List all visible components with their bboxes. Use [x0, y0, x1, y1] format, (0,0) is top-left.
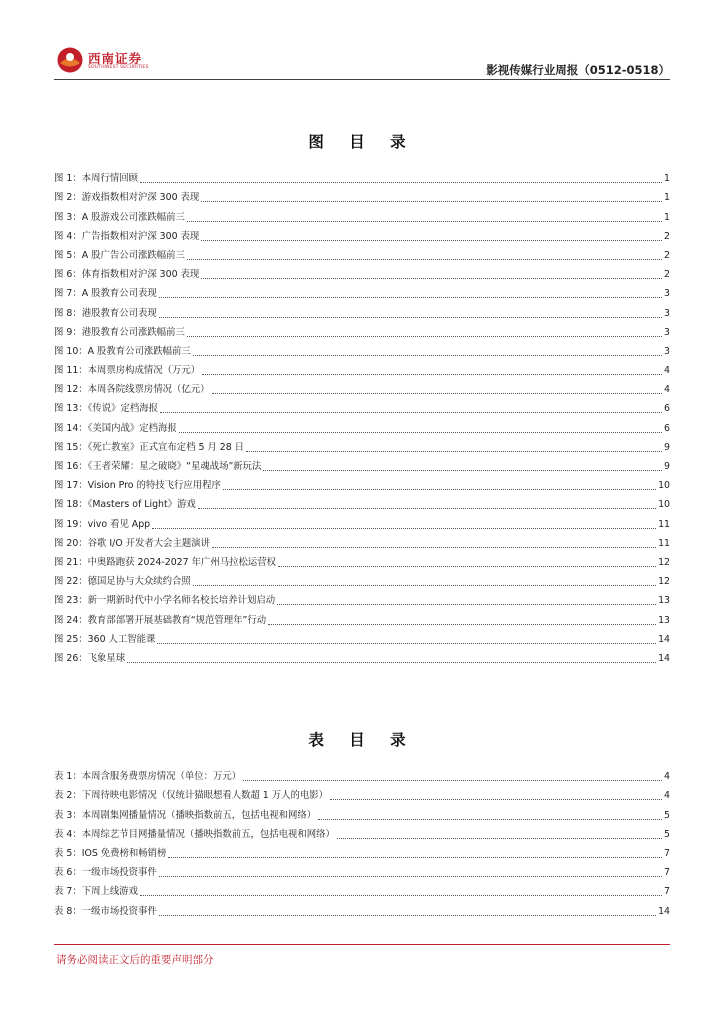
- header-divider: [54, 79, 670, 80]
- toc-entry-label: 图 18：《Masters of Light》游戏: [54, 499, 196, 511]
- toc-entry[interactable]: [54, 607, 670, 626]
- toc-entry-label: 图 21：中奥路跑获 2024-2027 年广州马拉松运营权: [54, 556, 276, 568]
- toc-entry-label: 图 19：vivo 看见 App: [54, 518, 151, 530]
- toc-dot-leader: [330, 799, 662, 800]
- toc-page-number: 2: [664, 269, 670, 281]
- toc-entry[interactable]: [54, 262, 670, 281]
- toc-page-number: 3: [664, 307, 670, 319]
- toc-page-number: 13: [658, 595, 670, 607]
- toc-entry-label: 图 26：飞象星球: [54, 652, 126, 664]
- toc-dot-leader: [202, 374, 662, 375]
- toc-entry[interactable]: [54, 822, 670, 841]
- toc-dot-leader: [243, 780, 662, 781]
- toc-page-number: 3: [664, 326, 670, 338]
- toc-entry-label: 表 6：一级市场投资事件: [54, 867, 157, 879]
- toc-entry-label: 图 23：新一期新时代中小学名师名校长培养计划启动: [54, 595, 276, 607]
- toc-entry-label: 图 15：《死亡教室》正式宣布定档 5 月 28 日: [54, 441, 245, 453]
- toc-entry-label: 图 25：360 人工智能课: [54, 633, 156, 645]
- toc-entry-label: 图 9：港股教育公司涨跌幅前三: [54, 326, 185, 338]
- toc-entry[interactable]: [54, 550, 670, 569]
- toc-entry-label: 图 10：A 股教育公司涨跌幅前三: [54, 345, 191, 357]
- toc-dot-leader: [160, 412, 662, 413]
- toc-page-number: 13: [658, 614, 670, 626]
- toc-entry[interactable]: [54, 860, 670, 879]
- toc-entry[interactable]: [54, 802, 670, 821]
- toc-entry-label: 图 20：谷歌 I/O 开发者大会主题演讲: [54, 537, 211, 549]
- toc-dot-leader: [193, 355, 662, 356]
- toc-page-number: 6: [664, 422, 670, 434]
- toc-dot-leader: [193, 585, 656, 586]
- toc-dot-leader: [187, 336, 662, 337]
- toc-page-number: 7: [664, 847, 670, 859]
- toc-dot-leader: [159, 876, 662, 877]
- toc-page-number: 1: [664, 173, 670, 185]
- toc-entry-label: 图 12：本周各院线票房情况（亿元）: [54, 384, 210, 396]
- toc-page-number: 4: [664, 771, 670, 783]
- toc-entry[interactable]: [54, 492, 670, 511]
- toc-entry-label: 表 1：本周含服务费票房情况（单位：万元）: [54, 771, 242, 783]
- toc-entry-label: 图 17：Vision Pro 的特技飞行应用程序: [54, 480, 221, 492]
- toc-dot-leader: [187, 259, 662, 260]
- toc-dot-leader: [337, 838, 662, 839]
- toc-entry[interactable]: [54, 204, 670, 223]
- footer-divider: [54, 944, 670, 945]
- toc-entry[interactable]: [54, 281, 670, 300]
- toc-entry-label: 表 7：下周上线游戏: [54, 886, 138, 898]
- toc-entry[interactable]: [54, 646, 670, 665]
- toc-entry[interactable]: [54, 764, 670, 783]
- toc-page-number: 6: [664, 403, 670, 415]
- toc-entry[interactable]: [54, 166, 670, 185]
- toc-entry-label: 图 5：A 股广告公司涨跌幅前三: [54, 249, 185, 261]
- toc-page-number: 5: [664, 828, 670, 840]
- figure-list: [54, 166, 670, 665]
- table-list-title: 表 目 录: [308, 730, 416, 749]
- toc-entry-label: 图 8：港股教育公司表现: [54, 307, 157, 319]
- toc-entry-label: 表 3：本周剧集网播量情况（播映指数前五，包括电视和网络）: [54, 809, 317, 821]
- toc-entry[interactable]: [54, 435, 670, 454]
- toc-entry-label: 图 3：A 股游戏公司涨跌幅前三: [54, 211, 185, 223]
- toc-dot-leader: [223, 489, 656, 490]
- table-list: [54, 764, 670, 918]
- disclaimer-note: 请务必阅读正文后的重要声明部分: [56, 954, 214, 966]
- toc-page-number: 14: [658, 652, 670, 664]
- toc-page-number: 4: [664, 384, 670, 396]
- toc-dot-leader: [127, 662, 656, 663]
- toc-page-number: 11: [658, 518, 670, 530]
- toc-entry-label: 表 8：一级市场投资事件: [54, 905, 157, 917]
- toc-entry-label: 图 22：德国足协与大众续约合照: [54, 576, 191, 588]
- toc-page-number: 7: [664, 867, 670, 879]
- toc-dot-leader: [263, 470, 662, 471]
- toc-entry[interactable]: [54, 377, 670, 396]
- toc-entry[interactable]: [54, 415, 670, 434]
- toc-dot-leader: [159, 317, 662, 318]
- toc-entry[interactable]: [54, 224, 670, 243]
- toc-entry[interactable]: [54, 454, 670, 473]
- toc-entry[interactable]: [54, 879, 670, 898]
- toc-entry[interactable]: [54, 783, 670, 802]
- toc-dot-leader: [201, 240, 662, 241]
- toc-dot-leader: [246, 451, 662, 452]
- toc-page-number: 1: [664, 211, 670, 223]
- toc-page-number: 9: [664, 441, 670, 453]
- toc-entry-label: 图 16：《王者荣耀：星之破晓》“星魂战场”新玩法: [54, 461, 262, 472]
- toc-dot-leader: [201, 201, 662, 202]
- toc-page-number: 4: [664, 365, 670, 377]
- toc-entry[interactable]: [54, 569, 670, 588]
- toc-entry[interactable]: [54, 243, 670, 262]
- toc-entry[interactable]: [54, 511, 670, 530]
- report-title: 影视传媒行业周报（0512-0518）: [486, 63, 670, 77]
- toc-entry-label: 图 11：本周票房构成情况（万元）: [54, 365, 201, 377]
- toc-dot-leader: [179, 432, 662, 433]
- toc-dot-leader: [318, 819, 662, 820]
- toc-entry[interactable]: [54, 841, 670, 860]
- toc-entry[interactable]: [54, 358, 670, 377]
- toc-entry-label: 图 13：《传说》定档海报: [54, 403, 158, 415]
- toc-entry[interactable]: [54, 320, 670, 339]
- toc-page-number: 10: [658, 480, 670, 492]
- toc-page-number: 10: [658, 499, 670, 511]
- toc-page-number: 3: [664, 288, 670, 300]
- logo-name-cn: 西南证券: [88, 51, 143, 66]
- toc-dot-leader: [140, 895, 662, 896]
- toc-dot-leader: [159, 297, 662, 298]
- toc-page-number: 9: [664, 461, 670, 472]
- toc-page-number: 2: [664, 249, 670, 261]
- figure-list-title: 图 目 录: [308, 132, 416, 151]
- toc-entry-label: 图 1：本周行情回顾: [54, 173, 138, 185]
- toc-entry[interactable]: [54, 300, 670, 319]
- toc-entry[interactable]: [54, 531, 670, 550]
- toc-page-number: 11: [658, 537, 670, 549]
- toc-entry-label: 表 4：本周综艺节目网播量情况（播映指数前五，包括电视和网络）: [54, 828, 335, 840]
- toc-entry[interactable]: [54, 588, 670, 607]
- toc-entry[interactable]: [54, 185, 670, 204]
- toc-dot-leader: [168, 857, 662, 858]
- toc-dot-leader: [277, 604, 656, 605]
- toc-entry-label: 图 6：体育指数相对沪深 300 表现: [54, 269, 200, 281]
- toc-page-number: 1: [664, 192, 670, 204]
- toc-dot-leader: [201, 278, 662, 279]
- toc-entry-label: 图 7：A 股教育公司表现: [54, 288, 157, 300]
- toc-dot-leader: [157, 643, 656, 644]
- toc-page-number: 3: [664, 345, 670, 357]
- logo-emblem-icon: [56, 46, 84, 74]
- toc-dot-leader: [152, 528, 656, 529]
- toc-dot-leader: [268, 624, 656, 625]
- toc-entry-label: 图 4：广告指数相对沪深 300 表现: [54, 230, 200, 242]
- toc-entry[interactable]: [54, 898, 670, 917]
- toc-entry-label: 图 14：《美国内战》定档海报: [54, 422, 177, 434]
- toc-page-number: 4: [664, 790, 670, 802]
- toc-entry[interactable]: [54, 339, 670, 358]
- toc-page-number: 7: [664, 886, 670, 898]
- toc-dot-leader: [140, 182, 662, 183]
- toc-entry-label: 表 5：IOS 免费榜和畅销榜: [54, 847, 167, 859]
- toc-page-number: 2: [664, 230, 670, 242]
- toc-entry-label: 图 2：游戏指数相对沪深 300 表现: [54, 192, 200, 204]
- toc-entry[interactable]: [54, 473, 670, 492]
- logo-name-en: SOUTHWEST SECURITIES: [88, 65, 149, 70]
- toc-page-number: 12: [658, 576, 670, 588]
- toc-page-number: 14: [658, 633, 670, 645]
- toc-dot-leader: [187, 221, 662, 222]
- toc-entry-label: 图 24：教育部部署开展基础教育“规范管理年”行动: [54, 614, 267, 626]
- toc-entry[interactable]: [54, 396, 670, 415]
- toc-dot-leader: [212, 547, 656, 548]
- toc-dot-leader: [212, 393, 662, 394]
- toc-dot-leader: [278, 566, 656, 567]
- toc-page-number: 14: [658, 905, 670, 917]
- toc-page-number: 12: [658, 556, 670, 568]
- toc-dot-leader: [198, 508, 656, 509]
- toc-page-number: 5: [664, 809, 670, 821]
- toc-dot-leader: [159, 915, 656, 916]
- toc-entry[interactable]: [54, 627, 670, 646]
- toc-entry-label: 表 2：下周待映电影情况（仅统计猫眼想看人数超 1 万人的电影）: [54, 790, 328, 802]
